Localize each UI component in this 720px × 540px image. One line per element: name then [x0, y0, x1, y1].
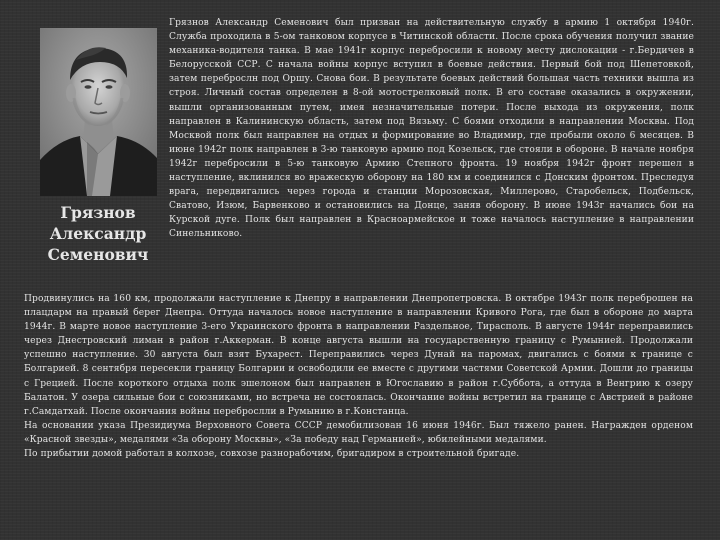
biography-paragraph-war-path: Продвинулись на 160 км, продолжали наступление к Днепру в направлении Днепропетровска. В октябре 1943г полк переброшен на плацдарм на правый берег Днепра. Оттуда началось новое наступление в направлении Кривого Рога, где был в обороне до марта 1944г. В марте новое наступление 3-его Украинского фронта в направлении Раздельное, Тирасполь. В августе 1944г переправились через Днестровский лиман в район г.Аккерман. В конце августа вышли на государственную границу с Румынией. Продолжали успешно наступление. 30 августа был взят Бухарест. Переправились через Дунай на паромах, двигались с боями к границе с Болгарией. 8 сентября пересекли границу Болгарии и освободили ее вместе с другими частями Советской Армии. Дошли до границы с Грецией. После короткого отдыха полк эшелоном был направлен в Югославию в район г.Суббота, а оттуда в Венгрию к озеру Балатон. У озера сильные бои с союзниками, но встреча не состоялась. Окончание войны встретил на границе с Австрией в районе г.Самдатхай. После окончания войны переброслли в Румынию в г.Констанца. — [24, 294, 693, 417]
biography-bottom-text — [24, 292, 693, 461]
name-patronymic: Семенович — [47, 245, 149, 264]
biography-paragraph-awards: На основании указа Президиума Верховного Совета СССР демобилизован 16 июня 1946г. Был тяжело ранен. Награжден орденом «Красной звезды», медалями «За оборону Москвы», «За победу над Германией», юбилейными медалями. — [24, 420, 693, 445]
name-surname: Грязнов — [60, 203, 136, 222]
biography-paragraph-postwar: По прибытии домой работал в колхозе, совхозе разнорабочим, бригадиром в строительной бригаде. — [24, 449, 520, 460]
person-name — [30, 202, 166, 265]
biography-top-paragraph: Грязнов Александр Семенович был призван на действительную службу в армию 1 октября 1940г. Служба проходила в 5-ом танковом корпусе в Читинской области. После срока обучения получил звание механика-водителя танка. В мае 1941г корпус перебросили к новому месту дислокации - г.Бердичев в Белорусской ССР. С начала войны корпус вступил в боевые действия. Первый бой под Шепетовкой, затем переброслн под Оршу. Снова бои. В результате боевых действий большая часть техники вышла из строя. Личный состав определен в 8-ой мотострелковый полк. В его составе оказались в окружении, вышли организованным путем, имея незначительные потери. После выхода из окружения, полк направлен в Калининскую область, затем под Вязьму. С боями отходили в направлении Москвы. Под Москвой полк был направлен на отдых и формирование во Владимир, где пробыли около 6 месяцев. В июне 1942г полк направлен в 3-ю танковую армию под Козельск, где стояли в обороне. В начале ноября 1942г перебросили в 5-ю танковую Армию Степного фронта. 19 ноября 1942г фронт перешел в наступление, вклинился во вражескую оборону на 180 км и соединился с Донским фронтом. Преследуя врага, передвигались через города и станции Морозовская, Миллерово, Старобельск, Подбельск, Сватово, Изюм, Барвенково и остановились на Донце, заняв оборону. В июне 1943г начались бои на Курской дуге. Полк был направлен в Красноармейское и тоже началось наступление в направлении Синельниково. — [169, 18, 694, 240]
portrait-photo — [40, 28, 157, 196]
portrait-image — [40, 28, 157, 196]
name-first: Александр — [49, 224, 147, 243]
